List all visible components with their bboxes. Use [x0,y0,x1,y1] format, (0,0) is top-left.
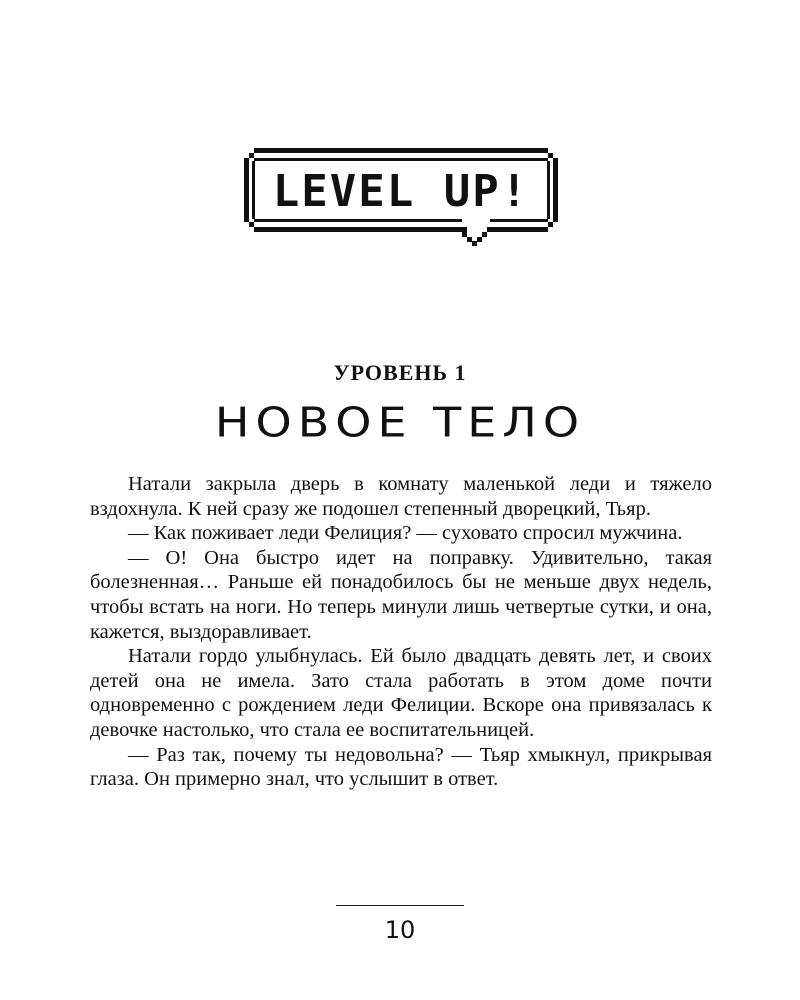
paragraph: — О! Она быстро идет на поправку. Удивительно, такая болезненная… Раньше ей понадобилось бы не меньше двух недель, чтобы встать на ноги. Но теперь минули лишь четвертые сутки, и она, кажется, выздоравливает. [90,546,712,643]
level-up-text: LEVEL UP! [272,166,530,217]
level-up-badge [240,144,562,252]
paragraph: Натали закрыла дверь в комнату маленькой леди и тяжело вздохнула. К ней сразу же подошел степенный дворецкий, Тьяр. [90,473,712,520]
chapter-label: УРОВЕНЬ 1 [333,360,467,385]
page-number: 10 [384,916,416,944]
paragraph: — Как поживает леди Фелиция? — суховато спросил мужчина. [128,522,683,545]
paragraph: Натали гордо улыбнулась. Ей было двадцать девять лет, и своих детей она не имела. Зато стала работать в этом доме почти одновременно с рождением леди Фелиции. Вскоре она привязалась к девочке настолько, что стала ее воспитательницей. [90,645,712,741]
body-text [90,472,712,792]
paragraph: — Раз так, почему ты недовольна? — Тьяр хмыкнул, прикрывая глаза. Он примерно знал, что услышит в ответ. [90,743,712,791]
chapter-title: НОВОЕ ТЕЛО [214,397,586,447]
footer-divider [336,905,464,906]
